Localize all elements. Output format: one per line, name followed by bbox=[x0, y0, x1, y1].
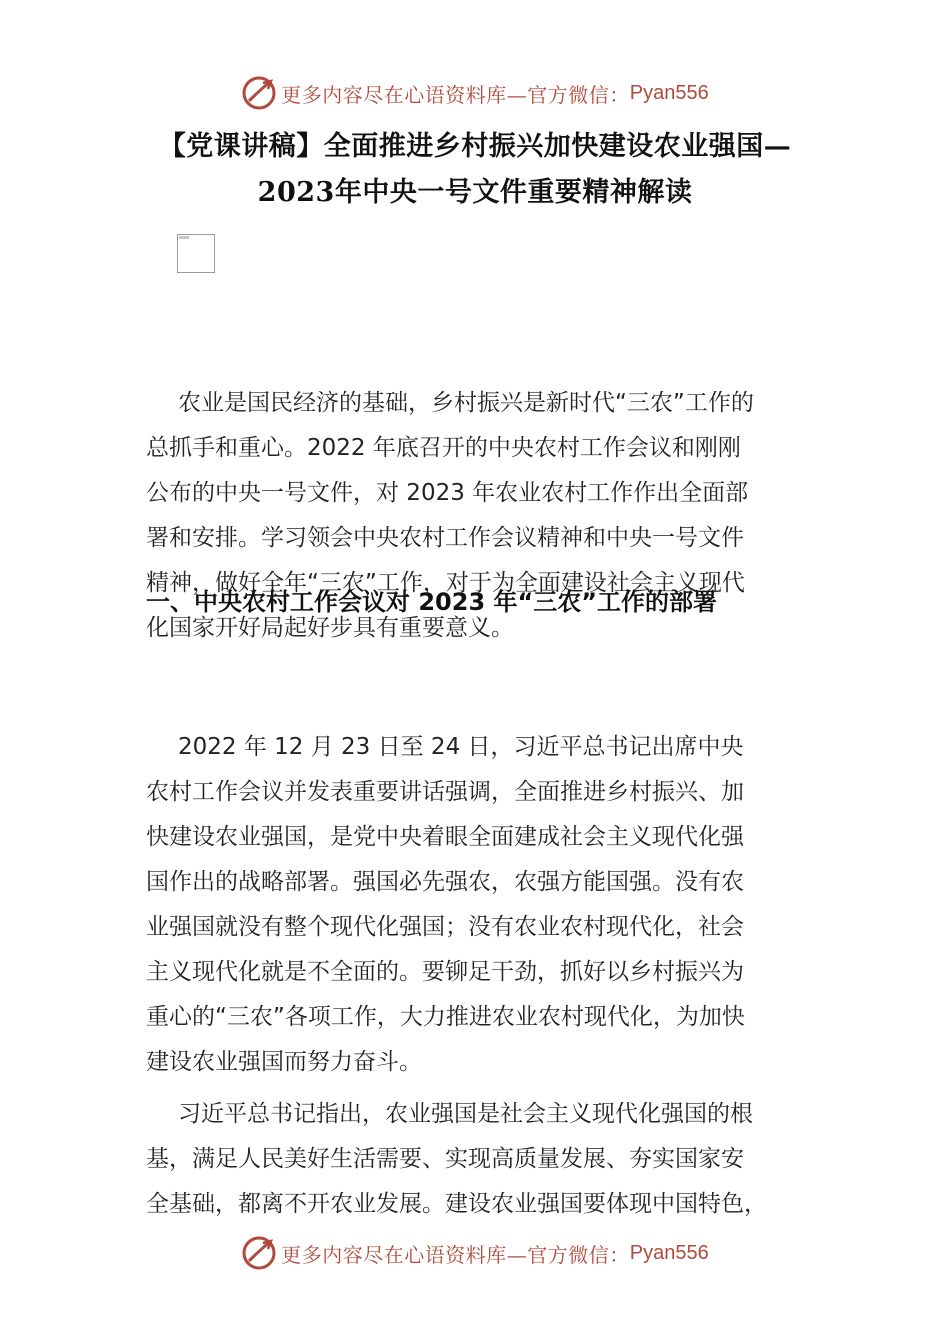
header-watermark bbox=[0, 73, 950, 113]
text-line: 业强国就没有整个现代化强国；没有农业农村现代化，社会 bbox=[146, 914, 744, 940]
text-line: 农业是国民经济的基础，乡村振兴是新时代“三农”工作的 bbox=[178, 390, 754, 416]
watermark-wechat-id: Pyan556 bbox=[629, 1241, 709, 1264]
text-line: 公布的中央一号文件，对 2023 年农业农村工作作出全面部 bbox=[146, 480, 749, 506]
text-line: 2022 年 12 月 23 日至 24 日，习近平总书记出席中央 bbox=[178, 734, 744, 760]
text-line: 习近平总书记指出，农业强国是社会主义现代化强国的根 bbox=[178, 1101, 753, 1127]
text-line: 国作出的战略部署。强国必先强农，农强方能国强。没有农 bbox=[146, 869, 744, 895]
document-title-line-2: 2023年中央一号文件重要精神解读 bbox=[257, 177, 693, 208]
text-line: 重心的“三农”各项工作，大力推进农业农村现代化，为加快 bbox=[146, 1004, 745, 1030]
watermark-logo-icon bbox=[241, 1235, 277, 1271]
text-line: 基，满足人民美好生活需要、实现高质量发展、夯实国家安 bbox=[146, 1146, 744, 1172]
text-line: 农村工作会议并发表重要讲话强调，全面推进乡村振兴、加 bbox=[146, 779, 744, 805]
text-line: 快建设农业强国，是党中央着眼全面建成社会主义现代化强 bbox=[146, 824, 744, 850]
text-line: 精神，做好全年“三农”工作，对于为全面建设社会主义现代 bbox=[146, 570, 745, 596]
text-line: 化国家开好局起好步具有重要意义。 bbox=[146, 615, 514, 641]
text-line: 署和安排。学习领会中央农村工作会议精神和中央一号文件 bbox=[146, 525, 744, 551]
text-line: 总抓手和重心。2022 年底召开的中央农村工作会议和刚刚 bbox=[146, 435, 741, 461]
image-placeholder bbox=[177, 234, 215, 273]
watermark-wechat-id: Pyan556 bbox=[629, 81, 709, 104]
text-line: 主义现代化就是不全面的。要铆足干劲，抓好以乡村振兴为 bbox=[146, 959, 744, 985]
section-heading: 一、中央农村工作会议对 2023 年“三农”工作的部署 bbox=[146, 588, 718, 616]
watermark-text: 更多内容尽在心语资料库—官方微信： bbox=[281, 82, 630, 107]
watermark-logo-icon bbox=[241, 75, 277, 111]
document-title-line-1: 【党课讲稿】全面推进乡村振兴加快建设农业强国— bbox=[158, 131, 792, 162]
section1-paragraph-2 bbox=[146, 1002, 836, 1272]
text-line: 全基础，都离不开农业发展。建设农业强国要体现中国特色， bbox=[146, 1191, 767, 1217]
footer-watermark bbox=[0, 1233, 950, 1273]
watermark-text: 更多内容尽在心语资料库—官方微信： bbox=[281, 1242, 630, 1267]
text-line: 建设农业强国而努力奋斗。 bbox=[146, 1049, 422, 1075]
